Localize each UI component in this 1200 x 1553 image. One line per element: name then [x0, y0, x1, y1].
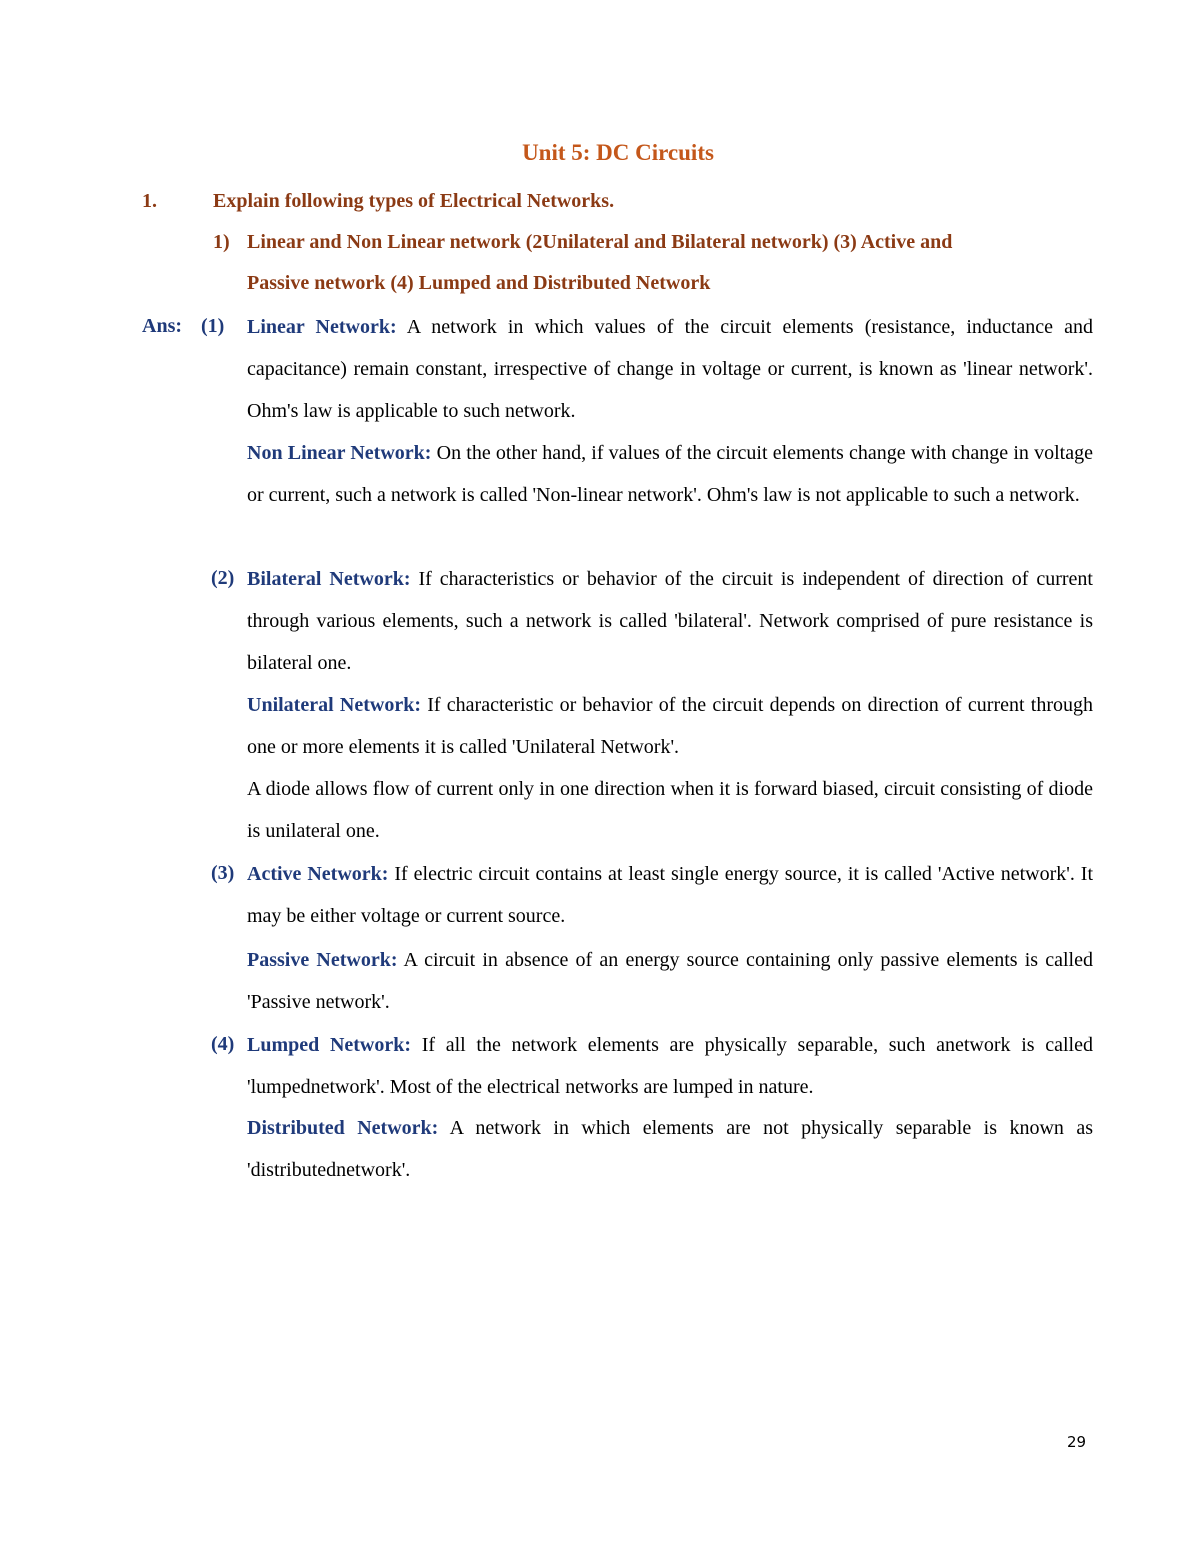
paragraph-bilateral-network [247, 558, 1093, 684]
item-number-3: (3) [211, 862, 235, 884]
term-passive-network: Passive Network: [247, 949, 398, 971]
term-lumped-network: Lumped Network: [247, 1034, 412, 1056]
text-linear-network: A network in which values of the circuit elements (resistance, inductance and capacitance) remain constant, irrespective of change in voltage or current, is known as 'linear network'. Ohm's law is applicable to such network. [247, 316, 1093, 422]
paragraph-non-linear-network [247, 432, 1093, 516]
term-unilateral-network: Unilateral Network: [247, 694, 421, 716]
text-passive-network: A circuit in absence of an energy source containing only passive elements is called 'Passive network'. [247, 949, 1093, 1013]
text-diode: A diode allows flow of current only in one direction when it is forward biased, circuit consisting of diode is unilateral one. [247, 778, 1093, 842]
subquestion-line-1: Linear and Non Linear network (2Unilateral and Bilateral network) (3) Active and [247, 231, 953, 253]
term-bilateral-network: Bilateral Network: [247, 568, 411, 590]
subquestion-line-2: Passive network (4) Lumped and Distributed Network [247, 272, 711, 294]
text-unilateral-network: If characteristic or behavior of the circuit depends on direction of current through one or more elements it is called 'Unilateral Network'. [247, 694, 1093, 758]
question-text: Explain following types of Electrical Networks. [213, 190, 615, 212]
term-distributed-network: Distributed Network: [247, 1117, 439, 1139]
paragraph-unilateral-network [247, 684, 1093, 768]
text-non-linear-network: On the other hand, if values of the circuit elements change with change in voltage or current, such a network is called 'Non-linear network'. Ohm's law is not applicable to such a network. [247, 442, 1093, 506]
term-non-linear-network: Non Linear Network: [247, 442, 432, 464]
item-number-2: (2) [211, 567, 235, 589]
item-number-4: (4) [211, 1033, 235, 1055]
subquestion-number: 1) [213, 231, 230, 253]
paragraph-linear-network [247, 306, 1093, 432]
paragraph-diode [247, 768, 1093, 852]
text-lumped-network: If all the network elements are physically separable, such anetwork is called 'lumpednetwork'. Most of the electrical networks are lumped in nature. [247, 1034, 1093, 1098]
answer-label: Ans: [142, 315, 183, 337]
paragraph-lumped-network [247, 1024, 1093, 1108]
page-number: 29 [1067, 1433, 1087, 1451]
paragraph-distributed-network [247, 1107, 1093, 1191]
text-distributed-network: A network in which elements are not physically separable is known as 'distributednetwork'. [247, 1117, 1093, 1181]
text-active-network: If electric circuit contains at least single energy source, it is called 'Active network'. It may be either voltage or current source. [247, 863, 1093, 927]
paragraph-active-network [247, 853, 1093, 937]
paragraph-passive-network [247, 939, 1093, 1023]
item-number-1: (1) [201, 315, 225, 337]
term-linear-network: Linear Network: [247, 316, 397, 338]
page-title: Unit 5: DC Circuits [522, 140, 714, 165]
question-number: 1. [142, 190, 157, 212]
term-active-network: Active Network: [247, 863, 389, 885]
text-bilateral-network: If characteristics or behavior of the circuit is independent of direction of current through various elements, such a network is called 'bilateral'. Network comprised of pure resistance is bilateral one. [247, 568, 1093, 674]
